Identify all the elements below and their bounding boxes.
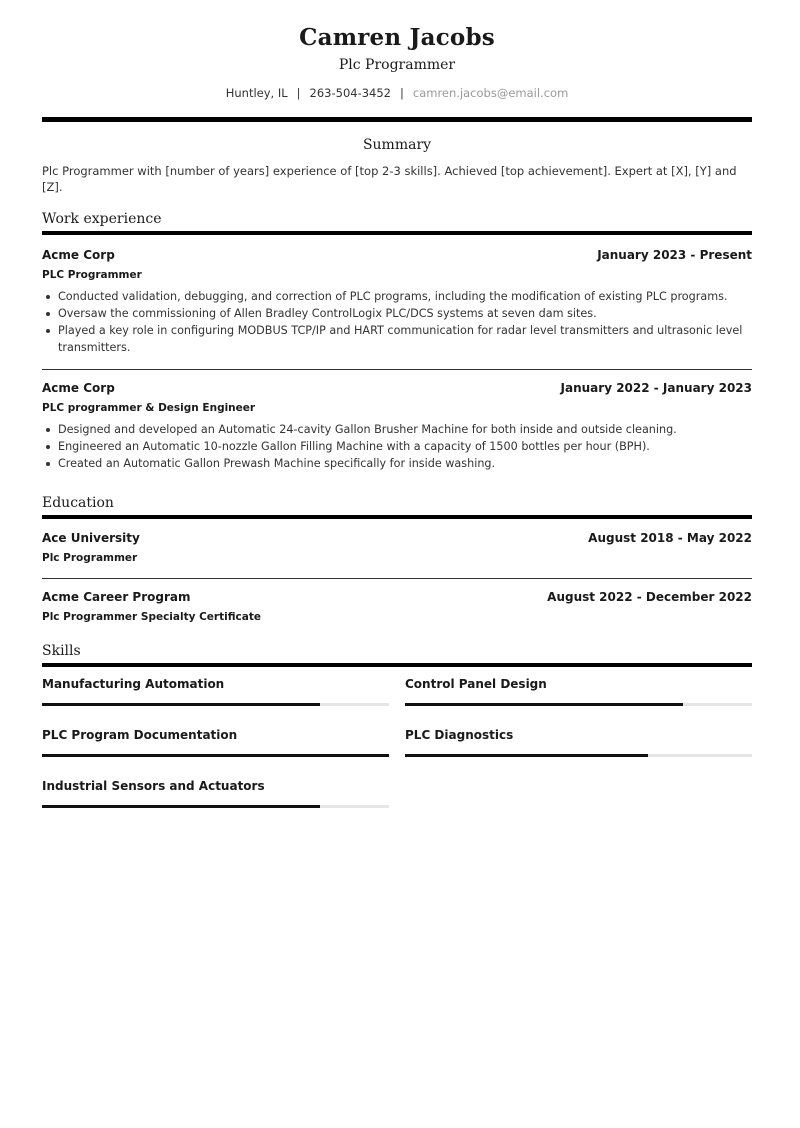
education-dates: August 2018 - May 2022	[588, 531, 752, 545]
skill-item	[405, 727, 752, 778]
work-position: PLC programmer & Design Engineer	[42, 402, 256, 414]
candidate-name: Camren Jacobs	[299, 24, 495, 51]
skill-item	[405, 676, 752, 727]
summary-heading: Summary	[362, 137, 432, 153]
skill-item	[42, 727, 389, 778]
skills-divider	[42, 663, 752, 667]
work-position: PLC Programmer	[42, 269, 142, 281]
skill-level-bar	[405, 754, 752, 757]
work-bullet: Oversaw the commissioning of Allen Bradley ControlLogix PLC/DCS systems at seven dam sites.	[42, 305, 752, 322]
skill-level-fill	[405, 703, 683, 706]
skill-level-bar	[405, 703, 752, 706]
education-degree: Plc Programmer	[42, 552, 138, 564]
education-school: Ace University	[42, 531, 140, 545]
work-company: Acme Corp	[42, 381, 115, 395]
skill-level-bar	[42, 805, 389, 808]
work-dates: January 2023 - Present	[597, 248, 752, 262]
education-heading: Education	[42, 495, 114, 511]
work-dates: January 2022 - January 2023	[560, 381, 752, 395]
contact-location: Huntley, IL	[225, 86, 288, 100]
work-bullet: Created an Automatic Gallon Prewash Machine specifically for inside washing.	[42, 455, 752, 472]
work-bullets	[42, 288, 752, 356]
entry-divider	[42, 578, 752, 579]
work-bullets	[42, 421, 752, 472]
skill-name: PLC Program Documentation	[42, 728, 238, 742]
candidate-title: Plc Programmer	[338, 57, 456, 73]
skill-level-fill	[42, 703, 320, 706]
skill-level-fill	[42, 805, 320, 808]
education-dates: August 2022 - December 2022	[547, 590, 752, 604]
work-bullet: Conducted validation, debugging, and correction of PLC programs, including the modification of existing PLC programs.	[42, 288, 752, 305]
header-divider	[42, 117, 752, 122]
skill-level-bar	[42, 703, 389, 706]
education-entry	[42, 530, 752, 565]
skill-name: Control Panel Design	[405, 677, 547, 691]
skill-level-fill	[42, 754, 389, 757]
work-experience-divider	[42, 231, 752, 235]
skill-item	[42, 778, 389, 829]
contact-phone: 263-504-3452	[309, 86, 391, 100]
skills-grid	[42, 676, 752, 829]
skill-name: Manufacturing Automation	[42, 677, 225, 691]
work-experience-heading: Work experience	[42, 211, 162, 227]
work-company: Acme Corp	[42, 248, 115, 262]
skill-item	[42, 676, 389, 727]
education-divider	[42, 515, 752, 519]
work-bullet: Engineered an Automatic 10-nozzle Gallon Filling Machine with a capacity of 1500 bottles per hour (BPH).	[42, 438, 752, 455]
skill-level-bar	[42, 754, 389, 757]
skill-level-fill	[405, 754, 648, 757]
skill-name: PLC Diagnostics	[405, 728, 514, 742]
education-entry	[42, 589, 752, 624]
contact-separator: |	[400, 86, 404, 100]
work-bullet: Played a key role in configuring MODBUS TCP/IP and HART communication for radar level transmitters and ultrasonic level transmitters.	[42, 322, 752, 356]
work-entry	[42, 380, 752, 472]
resume-page	[42, 0, 752, 829]
work-entry	[42, 247, 752, 356]
contact-separator: |	[296, 86, 301, 100]
contact-email[interactable]: camren.jacobs@email.com	[412, 86, 569, 100]
skills-heading: Skills	[42, 643, 81, 659]
education-degree: Plc Programmer Specialty Certificate	[42, 611, 261, 623]
skill-name: Industrial Sensors and Actuators	[42, 779, 265, 793]
contact-line	[42, 85, 752, 101]
work-bullet: Designed and developed an Automatic 24-cavity Gallon Brusher Machine for both inside and outside cleaning.	[42, 421, 752, 438]
education-school: Acme Career Program	[42, 590, 191, 604]
entry-divider	[42, 369, 752, 370]
resume-header	[42, 24, 752, 101]
summary-text: Plc Programmer with [number of years] experience of [top 2-3 skills]. Achieved [top achievement]. Expert at [X], [Y] and [Z].	[42, 164, 737, 194]
